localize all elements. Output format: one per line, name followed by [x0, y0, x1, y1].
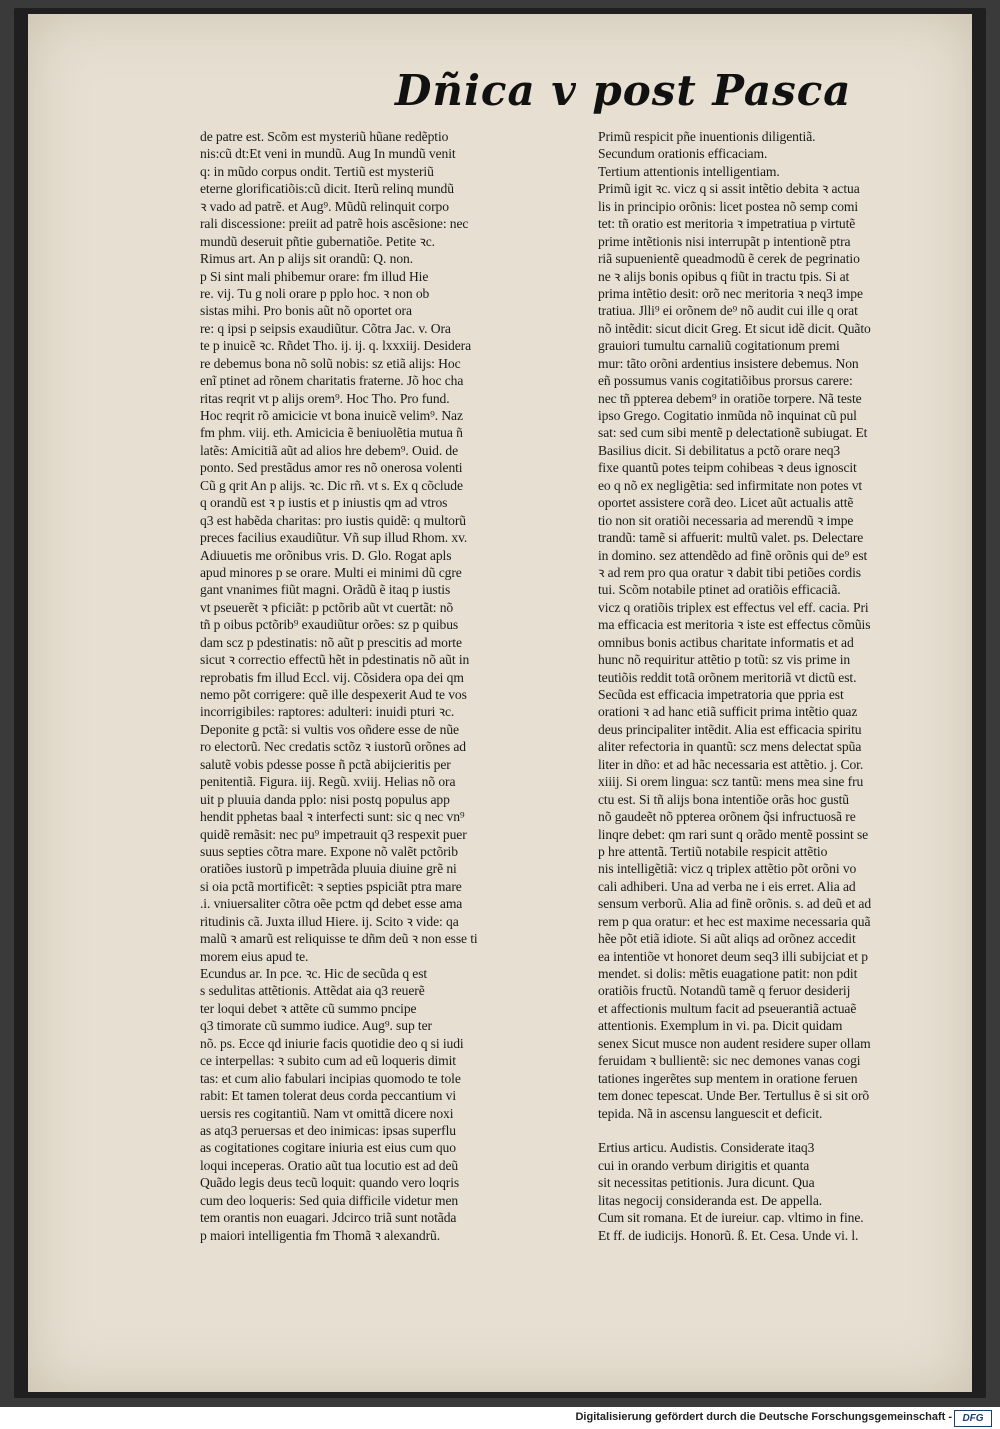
text-line: vicz q oratiõis triplex est effectus vel eff. cacia. Pri — [598, 599, 869, 615]
text-line: nõ intẽdit: sicut dicit Greg. Et sicut idẽ dicit. Quãto — [598, 320, 871, 336]
text-line: Ertius articu. Audistis. Considerate itaq3 — [598, 1140, 815, 1156]
text-line: te p inuicẽ ꝛc. Rñdet Tho. ij. ij. q. lxxxiij. Desidera — [200, 338, 472, 354]
text-line: litas negocij consideranda est. De appella. — [598, 1192, 823, 1208]
text-line — [598, 1122, 943, 1139]
text-line: eterne glorificatiõis:cũ dicit. Iterũ relinq mundũ — [200, 181, 454, 197]
text-line: Quãdo legis deus tecũ loquit: quando vero loqris — [200, 1175, 460, 1191]
text-line: hẽe põt etiã idiote. Si aũt aliqs ad orõnez accedit — [598, 931, 856, 947]
text-line: sicut ꝛ correctio effectũ hẽt in pdestinatis nõ aũt in — [200, 652, 470, 668]
text-line: hendit pphetas baal ꝛ interfecti sunt: sic q nec vn⁹ — [200, 809, 465, 825]
text-line: apud minores p se orare. Multi ei minimi dũ cgre — [200, 564, 462, 580]
text-line: linqre debet: qm rari sunt q orãdo mentẽ possint se — [598, 826, 869, 842]
text-line: rem p qua oratur: et hec est maxime necessaria quã — [598, 913, 871, 929]
text-line: sistas mihi. Pro bonis aũt nõ oportet ora — [200, 303, 412, 319]
text-line: ritas reqrit vt p alijs orem⁹. Hoc Tho. Pro fund. — [200, 390, 450, 406]
text-line: Secũda est efficacia impetratoria que ppria est — [598, 687, 844, 702]
right-text-column — [598, 128, 943, 1244]
text-line: re: q ipsi p seipsis exaudiũtur. Cõtra Jac. v. Ora — [200, 320, 451, 336]
dfg-logo-icon: DFG — [954, 1410, 992, 1427]
text-line: gant vnanimes fiũt magni. Orãdũ ẽ itaq p iustis — [200, 582, 451, 598]
text-line: ꝛ vado ad patrẽ. et Aug⁹. Mũdũ relinquit corpo — [200, 198, 449, 214]
text-line: hunc nõ requiritur attẽtio p totũ: sz vis prime in — [598, 652, 851, 668]
text-line: reprobatis fm illud Eccl. vij. Cõsidera opa dei qm — [200, 669, 464, 685]
text-line: cali adhiberi. Una ad verba ne i eis erret. Alia ad — [598, 878, 856, 894]
text-line: eñ possumus vanis cogitatiõibus prorsus carere: — [598, 373, 853, 389]
text-line: q: in mũdo corpus ondit. Tertiũ est mysteriũ — [200, 163, 434, 179]
text-line: fm phm. viij. eth. Amicicia ẽ beniuolẽtia mutua ñ — [200, 425, 463, 441]
text-line: as cogitationes cogitare iniuria est eius cum quo — [200, 1140, 456, 1156]
text-line: riã supuenientẽ queadmodũ ẽ cerek de pegrinatio — [598, 251, 860, 267]
text-line: tem donec tepescat. Unde Ber. Tertullus ẽ si sit orõ — [598, 1088, 870, 1104]
text-line: nõ gaudeẽt nõ ppterea orõnem q̃si infructuosã re — [598, 809, 856, 825]
text-line: tñ p oibus pctõrib⁹ exaudiũtur orões: sz p quibus — [200, 617, 459, 633]
text-line: ipso Grego. Cogitatio inmũda nõ inquinat cũ pul — [598, 408, 857, 423]
text-line: p maiori intelligentia fm Thomã ꝛ alexandrũ. — [200, 1227, 440, 1243]
text-line: ne ꝛ alijs bonis opibus q fiũt in tractu tpis. Si at — [598, 268, 850, 284]
text-line: grauiori tumultu carnaliũ cogitationum premi — [598, 338, 840, 354]
text-line: ctu est. Si tñ alijs bona intentiõe orãs hoc gustũ — [598, 791, 849, 807]
text-line: quidẽ remãsit: nec pu⁹ impetrauit q3 respexit puer — [200, 826, 467, 842]
text-line: rali discessione: preiit ad patrẽ hois ascẽsione: nec — [200, 216, 469, 232]
text-line: Primũ respicit pñe inuentionis diligentiã. — [598, 129, 816, 144]
text-line: prima intẽtio desit: orõ nec meritoria ꝛ neq3 impe — [598, 285, 863, 301]
text-line: Hoc reqrit rõ amicicie vt bona inuicẽ velim⁹. Naz — [200, 408, 463, 423]
text-line: cum deo loqueris: Sed quia difficile videtur men — [200, 1192, 459, 1208]
text-line: suus septies cõtra mare. Expone nõ valẽt pctõrib — [200, 843, 458, 859]
text-line: mundũ deseruit pñtie gubernatiõe. Petite ꝛc. — [200, 233, 435, 249]
text-line: latẽs: Amicitiã aũt ad alios hre debem⁹. Ouid. de — [200, 442, 459, 458]
text-line: nis intelligẽtiã: vicz q triplex attẽtio põt orõni vo — [598, 861, 857, 877]
text-line: omnibus bonis actibus charitate informatis et ad — [598, 634, 854, 650]
text-line: s sedulitas attẽtionis. Attẽdat aia q3 reuerẽ — [200, 983, 425, 999]
text-line: liter in dño: et ad hãc necessaria est attẽtio. j. Cor. — [598, 756, 864, 772]
text-line: as atq3 peruersas et deo inimicas: ipsas superflu — [200, 1122, 456, 1138]
text-line: oratiões iustorũ p impetrãda pluuia diuine grẽ ni — [200, 861, 457, 877]
text-line: in domino. sez attendẽdo ad finẽ orõnis qui de⁹ est — [598, 547, 868, 563]
text-line: vt pseuerẽt ꝛ pficiãt: p pctõrib aũt vt cuertãt: nõ — [200, 599, 454, 615]
text-line: tepida. Nã in ascensu languescit et deficit. — [598, 1105, 823, 1121]
running-title: Dñica v post Pasca — [395, 66, 852, 115]
text-line: ponto. Sed prestãdus amor res nõ onerosa volenti — [200, 460, 463, 476]
text-line: Cũ g qrit An p alijs. ꝛc. Dic rñ. vt s. Ex q cõclude — [200, 477, 463, 493]
text-line: ma efficacia est meritoria ꝛ iste est effectus cõmũis — [598, 617, 871, 633]
text-line: tui. Scõm notabile ptinet ad oratiõis efficaciã. — [598, 582, 841, 598]
text-line: senex Sicut musce non audent residere super ollam — [598, 1035, 871, 1051]
text-line: q orandũ est ꝛ p iustis et p iniustis qm ad vtros — [200, 495, 448, 511]
text-line: incorrigibiles: raptores: adulteri: inuidi pturi ꝛc. — [200, 704, 455, 720]
text-line: Rimus art. An p alijs sit orandũ: Q. non. — [200, 251, 414, 267]
text-line: eo q nõ ex negligẽtia: sed infirmitate non potes vt — [598, 477, 863, 493]
text-line: deus principaliter intẽdit. Alia est efficacia spiritu — [598, 721, 862, 737]
text-line: cui in orando verbum dirigitis et quanta — [598, 1157, 810, 1173]
footer-bar — [0, 1407, 1000, 1429]
text-line: lis in principio orõnis: licet postea nõ semp comi — [598, 198, 859, 214]
text-line: sit necessitas petitionis. Jura dicunt. Qua — [598, 1175, 815, 1191]
text-line: mur: tãto orõni ardentius insistere debemus. Non — [598, 355, 859, 371]
text-line: nemo põt corrigere: quẽ ille despexerit Aud te vos — [200, 687, 467, 702]
text-line: Ecundus ar. In pce. ꝛc. Hic de secũda q est — [200, 966, 428, 981]
text-line: trandũ: tamẽ si affuerit: multũ valet. ps. Delectare — [598, 530, 864, 546]
text-line: dam scz p pdestinatis: nõ aũt p prescitis ad morte — [200, 634, 462, 650]
text-line: mendet. si dolis: mẽtis euagatione patit: non pdit — [598, 966, 858, 981]
text-line: Basilius dicit. Si debilitatus a pctõ orare neq3 — [598, 442, 841, 458]
text-line: tio non sit oratiõi necessaria ad merendũ ꝛ impe — [598, 512, 854, 528]
text-line: preces facilius exaudiũtur. Vñ sup illud Rhom. xv. — [200, 530, 468, 546]
text-line: re. vij. Tu g noli orare p pplo hoc. ꝛ non ob — [200, 285, 430, 301]
text-line: malũ ꝛ amarũ est reliquisse te dñm deũ ꝛ non esse ti — [200, 931, 478, 947]
text-line: salutẽ vobis pdesse posse ñ pctã abijcieritis per — [200, 756, 451, 772]
text-line: oportet assistere corã deo. Licet aũt actualis attẽ — [598, 495, 854, 511]
text-line: uit p pluuia danda pplo: nisi postq populus app — [200, 791, 450, 807]
text-line: Cum sit romana. Et de iureiur. cap. vltimo in fine. — [598, 1210, 864, 1226]
text-line: p Si sint mali phibemur orare: fm illud Hie — [200, 268, 429, 284]
text-line: Tertium attentionis intelligentiam. — [598, 163, 780, 179]
text-line: p hre attentã. Tertiũ notabile respicit attẽtio — [598, 843, 828, 859]
text-line: oratiõis fructũ. Notandũ tamẽ q feruor desiderij — [598, 983, 851, 999]
text-line: ce interpellas: ꝛ subito cum ad eũ loqueris dimit — [200, 1053, 456, 1069]
text-line: q3 timorate cũ summo iudice. Aug⁹. sup ter — [200, 1018, 432, 1034]
text-line: enĩ ptinet ad rõnem charitatis fraterne. Jõ hoc cha — [200, 373, 464, 389]
text-line: tationes ingerẽtes sup mentem in oratione feruen — [598, 1070, 858, 1086]
left-text-column — [200, 128, 578, 1244]
text-line: si oia pctã mortificẽt: ꝛ septies pspiciãt ptra mare — [200, 878, 462, 894]
text-line: tratiua. Jlli⁹ ei orõnem de⁹ nõ audit cui ille q orat — [598, 303, 858, 319]
text-line: tem orantis non euagari. Jdcirco triã sunt notãda — [200, 1210, 457, 1226]
text-line: .i. vniuersaliter cõtra oẽe pctm qd debet esse ama — [200, 896, 463, 912]
text-line: uersis res cogitantiũ. Nam vt omittã dicere noxi — [200, 1105, 454, 1121]
text-line: penitentiã. Figura. iij. Regũ. xviij. Helias nõ ora — [200, 774, 456, 790]
text-line: teutiõis reddit totã orõnem meritoriã vt dictũ est. — [598, 669, 857, 685]
text-line: sensum verborũ. Alia ad finẽ orõnis. s. ad deũ et ad — [598, 896, 872, 912]
text-line: et affectionis multum facit ad pseuerantiã actuaẽ — [598, 1000, 857, 1016]
text-line: Primũ igit ꝛc. vicz q si assit intẽtio debita ꝛ actua — [598, 181, 860, 197]
text-line: Deponite g pctã: si vultis vos oñdere esse de nũe — [200, 721, 459, 737]
text-line: tet: tñ oratio est meritoria ꝛ impetratiua p virtutẽ — [598, 216, 856, 232]
text-line: rabit: Et tamen tolerat deus corda peccantium vi — [200, 1088, 457, 1104]
text-line: nõ. ps. Ecce qd iniurie facis quotidie deo q si iudi — [200, 1035, 464, 1051]
text-line: ro electorũ. Nec credatis sctõz ꝛ iustorũ orõnes ad — [200, 739, 466, 755]
text-line: nis:cũ dt:Et veni in mundũ. Aug In mundũ venit — [200, 146, 456, 162]
text-line: de patre est. Scõm est mysteriũ hũane redẽptio — [200, 129, 449, 144]
text-line: Secundum orationis efficaciam. — [598, 146, 768, 162]
text-line: prime intẽtionis nisi interrupãt p intentionẽ ptra — [598, 233, 851, 249]
text-line: re debemus bona nõ solũ nobis: sz etiã alijs: Hoc — [200, 355, 461, 371]
text-line: tas: et cum alio fabulari incipias quomodo te tole — [200, 1070, 461, 1086]
funding-credit: Digitalisierung gefördert durch die Deutsche Forschungsgemeinschaft - — [575, 1411, 952, 1423]
text-line: attentionis. Exemplum in vi. pa. Dicit quidam — [598, 1018, 843, 1034]
text-line: Adiuuetis me orõnibus vris. D. Glo. Rogat apls — [200, 547, 452, 563]
text-line: sat: sed cum sibi mentẽ p delectationẽ subiugat. Et — [598, 425, 868, 441]
text-line: orationi ꝛ ad hanc etiã sufficit prima intẽtio quaz — [598, 704, 858, 720]
text-line: ea intentiõe vt honoret deum seq3 illi subijciat et p — [598, 948, 868, 964]
text-line: fixe quantũ potes teipm cohibeas ꝛ deus ignoscit — [598, 460, 857, 476]
text-line: aliter refectoria in quantũ: scz mens delectat spũa — [598, 739, 862, 755]
text-line: Et ff. de iudicijs. Honorũ. ß. Et. Cesa. Unde vi. l. — [598, 1227, 859, 1243]
text-line: nec tñ ppterea debem⁹ in oratiõe torpere. Nã teste — [598, 390, 862, 406]
text-line: ritudinis cã. Juxta illud Hiere. ij. Scito ꝛ vide: qa — [200, 913, 459, 929]
text-line: ter loqui debet ꝛ attẽte cũ summo pncipe — [200, 1000, 417, 1016]
text-line: q3 est habẽda charitas: pro iustis quidẽ: q multorũ — [200, 512, 466, 528]
text-line: morem eius apud te. — [200, 948, 309, 964]
text-line: loqui inceperas. Oratio aũt tua locutio est ad deũ — [200, 1157, 459, 1173]
text-line: xiiij. Si orem lingua: scz tantũ: mens mea sine fru — [598, 774, 864, 790]
text-line: feruidam ꝛ bullientẽ: sic nec demones vanas cogi — [598, 1053, 861, 1069]
text-line: ꝛ ad rem pro qua oratur ꝛ dabit tibi petiões cordis — [598, 564, 861, 580]
